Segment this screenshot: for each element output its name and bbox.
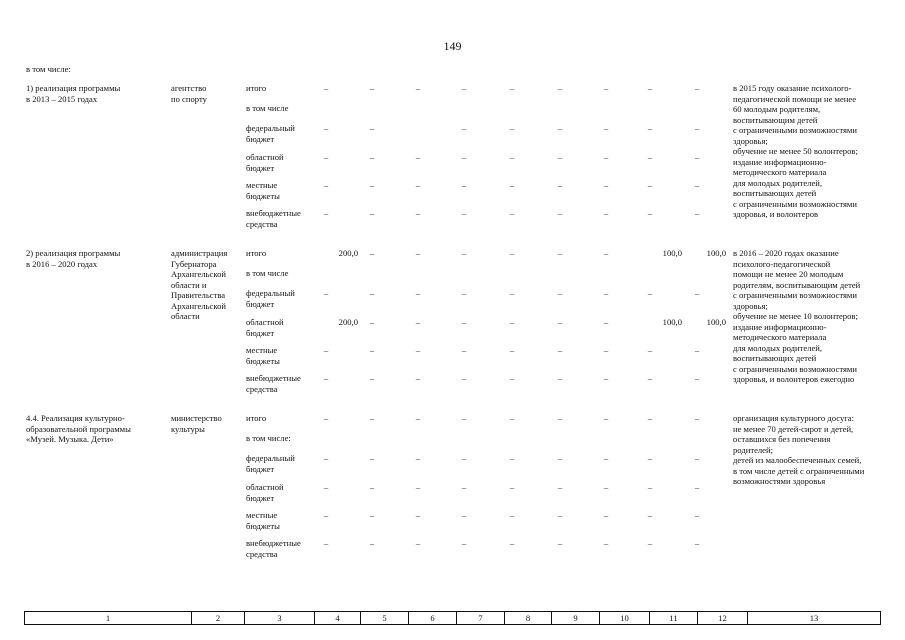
funding-value: –: [647, 538, 653, 548]
funding-value: –: [647, 123, 653, 133]
funding-value: –: [557, 248, 563, 258]
funding-value: –: [694, 482, 700, 492]
page-number: 149: [443, 39, 462, 53]
column-number: 4: [315, 612, 361, 624]
funding-value: –: [603, 482, 609, 492]
funding-value: –: [603, 453, 609, 463]
funding-value: –: [509, 180, 515, 190]
funding-value: –: [647, 345, 653, 355]
funding-value: –: [415, 83, 421, 93]
funding-value: –: [509, 453, 515, 463]
funding-value: –: [694, 510, 700, 520]
funding-value: –: [369, 152, 375, 162]
funding-value: –: [694, 288, 700, 298]
funding-value: –: [461, 538, 467, 548]
funding-value: –: [694, 413, 700, 423]
funding-value: –: [369, 482, 375, 492]
funding-value: –: [369, 208, 375, 218]
funding-value: –: [461, 288, 467, 298]
funding-value: –: [415, 152, 421, 162]
funding-value: –: [415, 180, 421, 190]
column-number: 9: [552, 612, 600, 624]
funding-source-label: местные бюджеты: [246, 510, 280, 531]
funding-value: –: [509, 482, 515, 492]
funding-value: –: [415, 413, 421, 423]
funding-value: –: [415, 208, 421, 218]
funding-value: –: [415, 453, 421, 463]
funding-value: –: [647, 208, 653, 218]
funding-value: –: [509, 288, 515, 298]
funding-source-label: итого: [246, 248, 267, 258]
block-title: 4.4. Реализация культурно- образовательной программы «Музей. Музыка. Дети»: [26, 413, 131, 444]
funding-value: –: [557, 413, 563, 423]
column-number: 6: [409, 612, 457, 624]
funding-source-label: в том числе: [246, 103, 289, 113]
executor: администрация Губернатора Архангельской области и Правительства Архангельской области: [171, 248, 228, 321]
funding-value: –: [603, 248, 609, 258]
column-number-row: [24, 611, 881, 625]
funding-value: –: [461, 373, 467, 383]
funding-value: –: [557, 345, 563, 355]
funding-value: –: [369, 248, 375, 258]
funding-value: –: [509, 510, 515, 520]
funding-value: –: [603, 373, 609, 383]
funding-value: –: [509, 208, 515, 218]
funding-value: –: [323, 510, 329, 520]
funding-value: –: [461, 482, 467, 492]
funding-value: –: [369, 180, 375, 190]
funding-value: –: [694, 208, 700, 218]
funding-value: –: [509, 248, 515, 258]
funding-value: –: [461, 413, 467, 423]
funding-value: –: [369, 373, 375, 383]
funding-value: –: [557, 538, 563, 548]
funding-value: –: [647, 180, 653, 190]
funding-source-label: внебюджетные средства: [246, 208, 301, 229]
funding-value: –: [694, 83, 700, 93]
funding-value: –: [323, 123, 329, 133]
funding-value: –: [603, 180, 609, 190]
funding-value: –: [509, 317, 515, 327]
funding-value: –: [647, 482, 653, 492]
funding-value: –: [415, 538, 421, 548]
funding-value: –: [557, 123, 563, 133]
funding-value: –: [603, 83, 609, 93]
funding-value: –: [461, 248, 467, 258]
column-number: 11: [650, 612, 698, 624]
funding-value: –: [369, 413, 375, 423]
funding-value: –: [603, 288, 609, 298]
funding-value: –: [557, 482, 563, 492]
funding-value: –: [461, 510, 467, 520]
funding-source-label: итого: [246, 83, 267, 93]
funding-value: 100,0: [662, 317, 682, 327]
funding-value: –: [694, 123, 700, 133]
funding-value: –: [323, 413, 329, 423]
funding-value: –: [461, 123, 467, 133]
funding-value: –: [323, 208, 329, 218]
column-number: 3: [245, 612, 315, 624]
funding-value: –: [369, 317, 375, 327]
funding-value: –: [509, 538, 515, 548]
funding-value: –: [694, 453, 700, 463]
funding-value: –: [509, 413, 515, 423]
funding-value: –: [647, 152, 653, 162]
funding-value: –: [557, 453, 563, 463]
column-number: 7: [457, 612, 505, 624]
funding-value: 100,0: [706, 248, 726, 258]
funding-value: –: [509, 345, 515, 355]
funding-source-label: местные бюджеты: [246, 345, 280, 366]
column-number: 12: [698, 612, 748, 624]
funding-value: –: [369, 83, 375, 93]
funding-value: –: [415, 345, 421, 355]
funding-value: –: [557, 208, 563, 218]
funding-value: –: [603, 317, 609, 327]
funding-value: –: [557, 83, 563, 93]
funding-value: –: [694, 345, 700, 355]
funding-source-label: федеральный бюджет: [246, 453, 295, 474]
funding-source-label: областной бюджет: [246, 482, 284, 503]
funding-source-label: в том числе:: [246, 433, 291, 443]
funding-value: –: [694, 180, 700, 190]
funding-source-label: областной бюджет: [246, 317, 284, 338]
funding-source-label: местные бюджеты: [246, 180, 280, 201]
funding-value: –: [509, 83, 515, 93]
funding-value: –: [323, 482, 329, 492]
funding-source-label: в том числе: [246, 268, 289, 278]
funding-value: –: [603, 345, 609, 355]
funding-value: –: [647, 453, 653, 463]
funding-value: –: [647, 510, 653, 520]
funding-value: –: [461, 453, 467, 463]
column-number: 1: [25, 612, 192, 624]
funding-value: –: [603, 510, 609, 520]
funding-value: –: [603, 208, 609, 218]
funding-value: 100,0: [662, 248, 682, 258]
column-number: 2: [192, 612, 245, 624]
funding-source-label: внебюджетные средства: [246, 373, 301, 394]
funding-value: –: [461, 317, 467, 327]
funding-value: –: [694, 152, 700, 162]
block-title: 1) реализация программы в 2013 – 2015 годах: [26, 83, 121, 104]
column-number: 13: [748, 612, 881, 624]
funding-value: –: [415, 510, 421, 520]
funding-value: –: [323, 373, 329, 383]
funding-source-label: внебюджетные средства: [246, 538, 301, 559]
funding-value: –: [557, 317, 563, 327]
funding-value: –: [323, 83, 329, 93]
funding-value: –: [323, 453, 329, 463]
funding-value: 200,0: [338, 248, 358, 258]
funding-value: –: [369, 345, 375, 355]
intro-text: в том числе:: [26, 64, 71, 74]
funding-value: –: [323, 538, 329, 548]
funding-value: –: [415, 482, 421, 492]
funding-value: –: [461, 152, 467, 162]
funding-value: –: [557, 510, 563, 520]
funding-value: –: [603, 538, 609, 548]
funding-value: –: [323, 180, 329, 190]
funding-value: –: [415, 317, 421, 327]
executor: министерство культуры: [171, 413, 222, 434]
funding-value: –: [694, 373, 700, 383]
funding-value: –: [369, 538, 375, 548]
funding-value: –: [647, 373, 653, 383]
funding-source-label: федеральный бюджет: [246, 288, 295, 309]
funding-value: –: [557, 180, 563, 190]
expected-result: организация культурного досуга: не менее 70 детей-сирот и детей, оставшихся без попечения родителей; детей из малообеспеченных семей, в том числе детей с ограниченными возможностями здоровья: [733, 413, 865, 486]
funding-value: –: [603, 152, 609, 162]
funding-value: –: [557, 373, 563, 383]
funding-value: –: [557, 288, 563, 298]
funding-value: –: [323, 288, 329, 298]
funding-source-label: областной бюджет: [246, 152, 284, 173]
funding-value: –: [415, 288, 421, 298]
funding-value: –: [461, 83, 467, 93]
funding-value: –: [647, 413, 653, 423]
funding-value: 100,0: [706, 317, 726, 327]
funding-value: –: [509, 373, 515, 383]
funding-value: –: [369, 123, 375, 133]
block-title: 2) реализация программы в 2016 – 2020 годах: [26, 248, 121, 269]
funding-value: 200,0: [338, 317, 358, 327]
funding-value: –: [369, 288, 375, 298]
funding-value: –: [323, 152, 329, 162]
funding-value: –: [509, 123, 515, 133]
funding-source-label: итого: [246, 413, 267, 423]
funding-value: –: [369, 453, 375, 463]
funding-value: –: [415, 373, 421, 383]
executor: агентство по спорту: [171, 83, 207, 104]
funding-value: –: [603, 413, 609, 423]
column-number: 10: [600, 612, 650, 624]
funding-value: –: [323, 345, 329, 355]
funding-value: –: [461, 180, 467, 190]
column-number: 5: [361, 612, 409, 624]
funding-value: –: [694, 538, 700, 548]
funding-value: –: [369, 510, 375, 520]
funding-value: –: [509, 152, 515, 162]
funding-source-label: федеральный бюджет: [246, 123, 295, 144]
funding-value: –: [461, 345, 467, 355]
expected-result: в 2015 году оказание психолого- педагогической помощи не менее 60 молодым родителям, воспитывающим детей с ограниченными возможностями здоровья; обучение не менее 50 волонтеров; издание информационно- методического материала для молодых родителей, воспитывающих детей с ограниченными возможностями здоровья, и волонтеров: [733, 83, 858, 219]
funding-value: –: [557, 152, 563, 162]
funding-value: –: [461, 208, 467, 218]
column-number: 8: [505, 612, 552, 624]
expected-result: в 2016 – 2020 годах оказание психолого-педагогической помощи не менее 20 молодым родителям, воспитывающим детей с ограниченными возможностями здоровья; обучение не менее 10 волонтеров; издание информационно- методического материала для молодых родителей, воспитывающих детей с ограниченными возможностями здоровья, и волонтеров ежегодно: [733, 248, 861, 384]
funding-value: –: [603, 123, 609, 133]
funding-value: –: [647, 83, 653, 93]
funding-value: –: [415, 248, 421, 258]
funding-value: –: [647, 288, 653, 298]
